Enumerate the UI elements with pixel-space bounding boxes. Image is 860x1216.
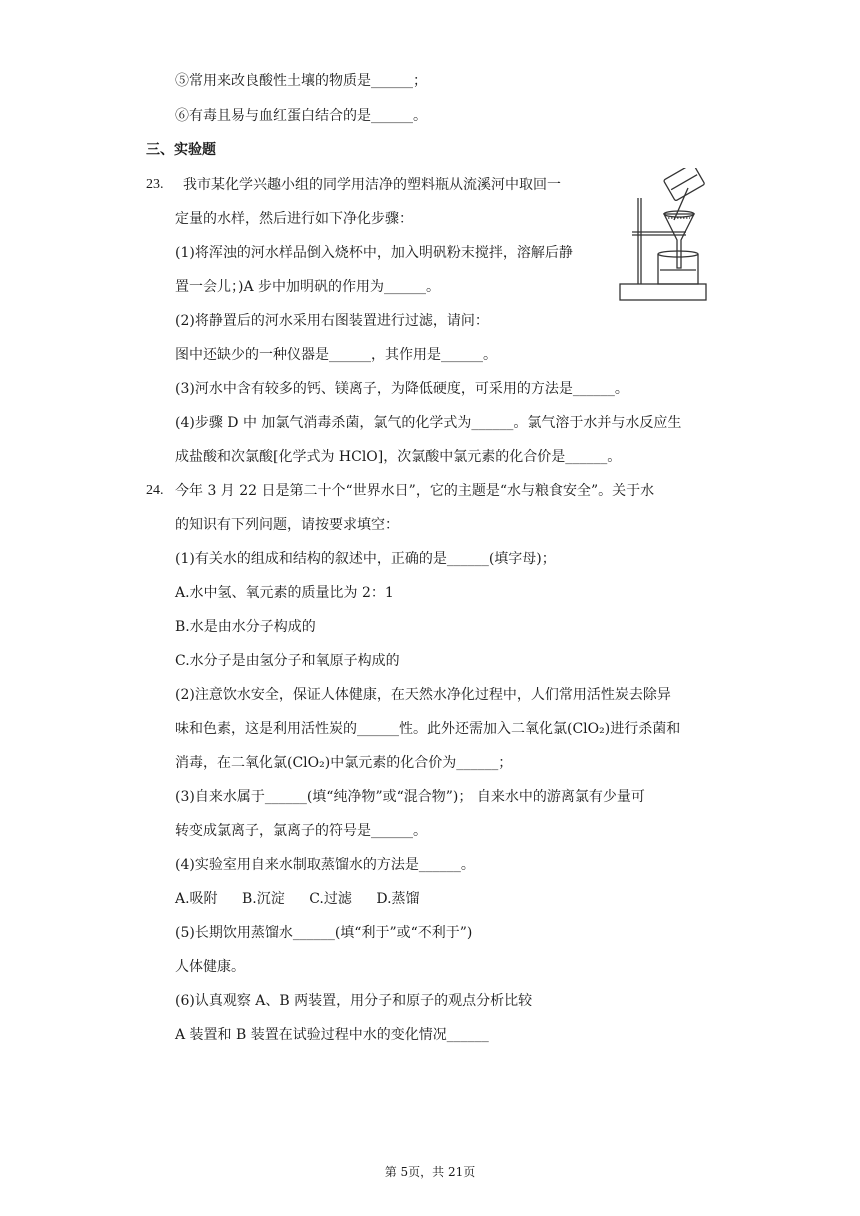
question-number: 24. xyxy=(146,483,164,498)
answer-option: A.水中氢、氧元素的质量比为 2：1 xyxy=(175,585,394,601)
answer-option: B.沉淀 xyxy=(242,891,285,907)
text-line: 的知识有下列问题，请按要求填空： xyxy=(175,517,399,533)
answer-option: B.水是由水分子构成的 xyxy=(175,619,316,635)
text-line: 消毒，在二氧化氯(ClO₂)中氯元素的化合价为______； xyxy=(175,755,513,771)
text-line: 定量的水样，然后进行如下净化步骤： xyxy=(175,211,413,227)
page-footer: 第 5页，共 21页 xyxy=(384,1165,476,1179)
text-line: 置一会儿；)A 步中加明矾的作用为______。 xyxy=(175,279,441,295)
text-line: 转变成氯离子，氯离子的符号是______。 xyxy=(175,823,427,839)
text-line: 我市某化学兴趣小组的同学用洁净的塑料瓶从流溪河中取回一 xyxy=(183,177,561,193)
text-line: 图中还缺少的一种仪器是______，其作用是______。 xyxy=(175,347,497,363)
text-line: (5)长期饮用蒸馏水______(填“利于”或“不利于”) xyxy=(175,925,473,941)
text-line: 人体健康。 xyxy=(175,959,245,975)
text-line: ⑥有毒且易与血红蛋白结合的是______。 xyxy=(175,108,427,124)
section-heading: 三、实验题 xyxy=(146,142,216,158)
text-line: 今年 3 月 22 日是第二十个“世界水日”，它的主题是“水与粮食安全”。关于水 xyxy=(175,483,655,499)
text-line: (2)注意饮水安全，保证人体健康，在天然水净化过程中，人们常用活性炭去除异 xyxy=(175,687,671,703)
text-line: (2)将静置后的河水采用右图装置进行过滤，请问： xyxy=(175,313,489,329)
text-line: 味和色素，这是利用活性炭的______性。此外还需加入二氧化氯(ClO₂)进行杀菌和 xyxy=(175,721,681,737)
text-line: A 装置和 B 装置在试验过程中水的变化情况______ xyxy=(175,1027,489,1043)
answer-option: C.水分子是由氢分子和氧原子构成的 xyxy=(175,653,400,669)
text-line: ⑤常用来改良酸性土壤的物质是______； xyxy=(175,73,427,89)
answer-option: D.蒸馏 xyxy=(376,891,420,907)
text-line: (3)自来水属于______(填“纯净物”或“混合物”)； 自来水中的游离氯有少量可 xyxy=(175,789,645,805)
answer-option: C.过滤 xyxy=(309,891,352,907)
text-line: (1)有关水的组成和结构的叙述中，正确的是______(填字母)； xyxy=(175,551,556,567)
answer-option: A.吸附 xyxy=(175,891,218,907)
question-number: 23. xyxy=(146,177,164,192)
text-line: (4)实验室用自来水制取蒸馏水的方法是______。 xyxy=(175,857,475,873)
text-line: (6)认真观察 A、B 两装置，用分子和原子的观点分析比较 xyxy=(175,993,533,1009)
text-line: 成盐酸和次氯酸[化学式为 HClO]，次氯酸中氯元素的化合价是______。 xyxy=(175,449,622,465)
text-line: (1)将浑浊的河水样品倒入烧杯中，加入明矾粉末搅拌，溶解后静 xyxy=(175,245,573,261)
text-line: (4)步骤 D 中 加氯气消毒杀菌，氯气的化学式为______。氯气溶于水并与水反应生 xyxy=(175,415,682,431)
options-row xyxy=(175,889,440,909)
filtration-apparatus-icon xyxy=(618,168,722,308)
text-line: (3)河水中含有较多的钙、镁离子，为降低硬度，可采用的方法是______。 xyxy=(175,381,629,397)
